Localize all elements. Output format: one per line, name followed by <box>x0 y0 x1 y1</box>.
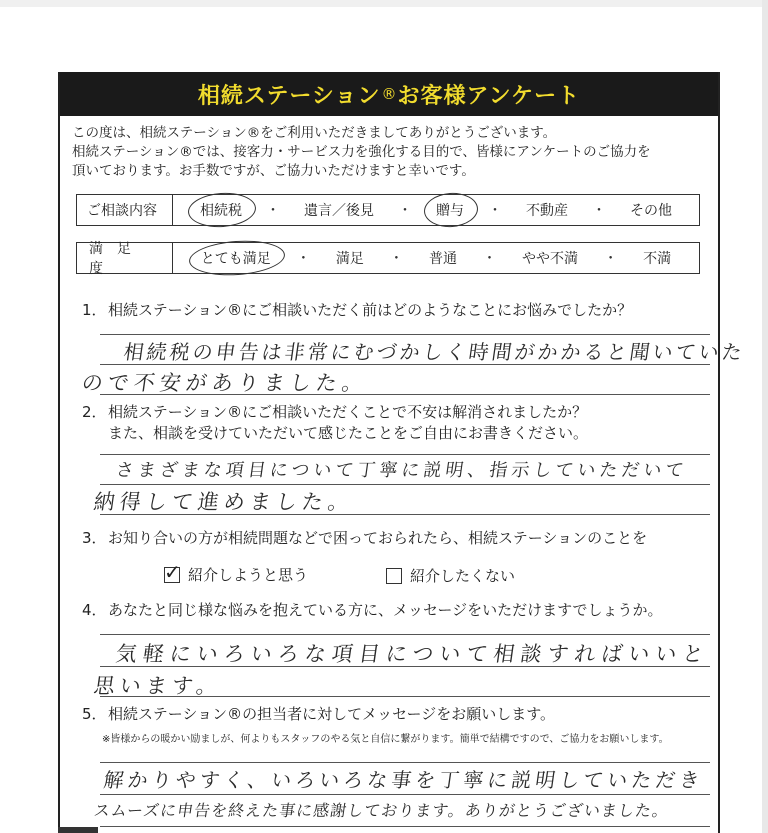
check-mark-icon: ✓ <box>164 559 181 584</box>
title-main: 相続ステーション <box>197 83 381 109</box>
title-rest: お客様アンケート <box>397 83 581 109</box>
consult-option-other[interactable]: その他 <box>630 203 672 219</box>
question-text-2: また、相談を受けていただいて感じたことをご自由にお書きください。 <box>108 424 589 442</box>
consult-option-gift[interactable]: 贈与 <box>430 200 470 220</box>
title-bar <box>60 72 718 116</box>
question-text: お知り合いの方が相続問題などで困っておられたら、相続ステーションのことを <box>108 529 648 547</box>
separator: ・ <box>482 251 497 267</box>
question-number: 5． <box>82 705 107 723</box>
satisfaction-option-unsatisfied[interactable]: 不満 <box>643 251 672 267</box>
question-text: 相続ステーション®にご相談いただく前はどのようなことにお悩みでしたか？ <box>108 301 633 319</box>
satisfaction-option-satisfied[interactable]: 満足 <box>335 251 364 267</box>
answer-2-line-1: さまざまな項目について丁寧に説明、指示していただいて <box>114 460 689 481</box>
checkbox-not-recommend[interactable] <box>386 568 402 584</box>
question-5-note: ※皆様からの暖かい励ましが、何よりもスタッフのやる気と自信に繋がります。簡単で結構ですので、ご協力をお願いします。 <box>102 734 669 745</box>
question-4 <box>82 600 663 621</box>
choice-recommend[interactable] <box>164 559 309 585</box>
checkbox-recommend[interactable] <box>164 559 181 584</box>
separator: ・ <box>296 251 311 267</box>
question-5 <box>82 704 555 725</box>
satisfaction-box <box>76 241 700 277</box>
satisfaction-option-very-satisfied[interactable]: とても満足 <box>195 248 277 268</box>
answer-5-line-1: 解かりやすく、いろいろな事を丁寧に説明していただき <box>102 768 706 792</box>
consult-type-label: ご相談内容 <box>77 195 173 225</box>
question-text: 相続ステーション®にご相談いただくことで不安は解消されましたか？ <box>108 403 588 421</box>
answer-1-line-1: 相続税の申告は非常にむづかしく時間がかかると聞いていた <box>122 340 747 364</box>
question-2 <box>82 402 588 444</box>
question-1 <box>82 300 632 321</box>
satisfaction-option-somewhat-unsatisfied[interactable]: やや不満 <box>522 251 579 267</box>
answer-4-line-2: 思います。 <box>92 674 224 698</box>
answer-4-line-1: 気軽にいろいろな項目について相談すればいいと <box>114 642 712 666</box>
scan-edge <box>0 0 768 7</box>
intro-line: 頂いております。お手数ですが、ご協力いただけますと幸いです。 <box>72 163 475 179</box>
answer-5-line-2: スムーズに申告を終えた事に感謝しております。ありがとうございました。 <box>92 801 671 820</box>
intro-line: 相続ステーション®では、接客力・サービス力を強化する目的で、皆様にアンケートのご協力を <box>72 144 651 160</box>
answer-rule <box>100 762 710 763</box>
choice-recommend-label: 紹介しようと思う <box>188 566 309 584</box>
answer-2-line-2: 納得して進めました。 <box>92 490 356 514</box>
question-number: 1． <box>82 301 107 319</box>
separator: ・ <box>389 251 404 267</box>
answer-rule <box>100 634 710 635</box>
scan-edge-bottom <box>58 827 98 833</box>
satisfaction-option-normal[interactable]: 普通 <box>428 251 457 267</box>
separator: ・ <box>266 203 280 219</box>
consult-option-will[interactable]: 遺言／後見 <box>304 203 374 219</box>
satisfaction-label: 満足度 <box>77 243 173 273</box>
intro-line: この度は、相続ステーション®をご利用いただきましてありがとうございます。 <box>72 125 557 141</box>
question-3 <box>82 528 647 549</box>
registered-mark: ® <box>381 85 397 103</box>
choice-not-recommend[interactable] <box>386 565 515 586</box>
survey-sheet <box>58 72 747 833</box>
consult-option-inheritance-tax[interactable]: 相続税 <box>194 200 248 220</box>
answer-rule <box>100 794 710 795</box>
question-number: 2． <box>82 403 107 421</box>
choice-not-recommend-label: 紹介したくない <box>410 567 516 585</box>
separator: ・ <box>488 203 502 219</box>
separator: ・ <box>398 203 412 219</box>
intro-text <box>72 124 712 181</box>
question-text: 相続ステーション®の担当者に対してメッセージをお願いします。 <box>108 705 556 723</box>
consult-type-box <box>76 194 700 226</box>
answer-rule <box>100 826 710 827</box>
question-text: あなたと同じ様な悩みを抱えている方に、メッセージをいただけますでしょうか。 <box>108 601 663 619</box>
answer-rule <box>100 484 710 485</box>
consult-option-real-estate[interactable]: 不動産 <box>526 203 568 219</box>
separator: ・ <box>603 251 618 267</box>
question-number: 3． <box>82 529 107 547</box>
answer-1-line-2: ので不安がありました。 <box>80 371 370 395</box>
question-number: 4． <box>82 601 107 619</box>
answer-rule <box>100 334 710 335</box>
answer-rule <box>100 454 710 455</box>
scan-edge-right <box>762 0 768 833</box>
separator: ・ <box>592 203 606 219</box>
